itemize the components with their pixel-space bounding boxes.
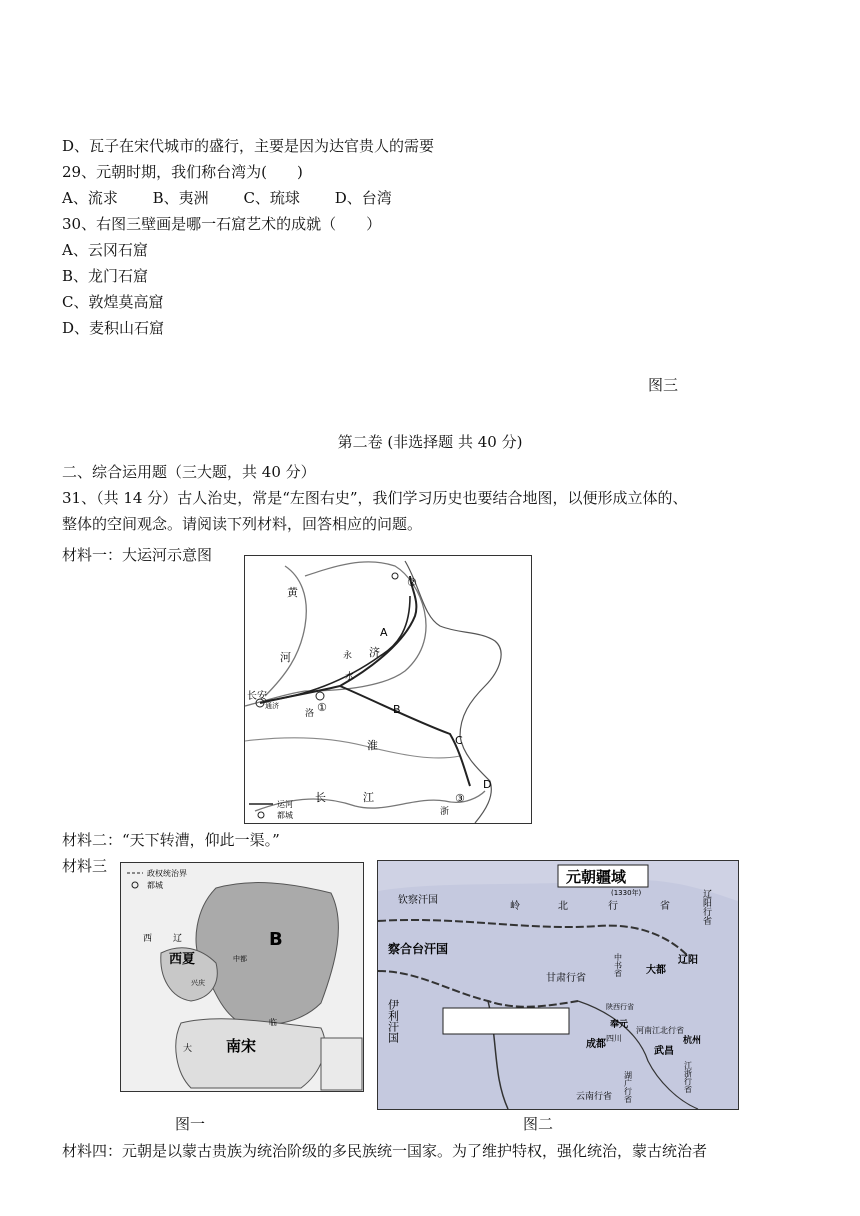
label-c: C — [455, 734, 463, 747]
q30-option-b: B、龙门石窟 — [62, 267, 149, 285]
legend-capital-label: 都城 — [277, 811, 293, 820]
label-dadu: 大都 — [646, 965, 666, 976]
label-huang: 黄 — [287, 586, 298, 599]
fig2-year: (1330年) — [611, 889, 642, 897]
q28-option-d: D、瓦子在宋代城市的盛行，主要是因为达官贵人的需要 — [62, 137, 435, 155]
canal-route — [260, 576, 470, 786]
fig1-map — [120, 862, 364, 1092]
label-shanxi: 陕西行省 — [606, 1003, 634, 1011]
fig1-caption: 图一 — [175, 1115, 206, 1133]
zhuojun-marker — [392, 573, 398, 579]
part2-title: 第二卷 (非选择题 共 40 分) — [337, 433, 523, 451]
q29-option-d: D、台湾 — [334, 189, 392, 207]
grand-canal-map — [244, 555, 532, 824]
label-chagatai: 察合台汗国 — [388, 942, 449, 956]
label-jiangzhe: 江浙行省 — [683, 1061, 693, 1093]
label-nansong: 南宋 — [226, 1037, 257, 1055]
material1-label: 材料一：大运河示意图 — [62, 546, 213, 564]
label-qincha: 钦察汗国 — [398, 895, 438, 906]
section2-header: 二、综合运用题（三大题，共 40 分） — [62, 463, 316, 481]
label-fengyuan: 奉元 — [610, 1020, 629, 1030]
label-hangzhou: 杭州 — [683, 1036, 702, 1046]
label-huguang: 湖广行省 — [623, 1071, 633, 1103]
q31-intro-line2: 整体的空间观念。请阅读下列材料，回答相应的问题。 — [62, 515, 423, 533]
q29-option-b: B、夷洲 — [152, 189, 209, 207]
legend-border-label: 政权统治界 — [147, 869, 187, 878]
yellow-river — [245, 562, 426, 706]
label-chang: 长 — [315, 791, 326, 804]
q30-option-c: C、敦煌莫高窟 — [62, 293, 164, 311]
fig2-map — [377, 860, 739, 1110]
q29-option-a: A、流求 — [62, 189, 118, 207]
answer-blank-box — [443, 1008, 569, 1034]
label-ling: 岭 — [510, 901, 520, 912]
label-xixia: 西夏 — [169, 952, 196, 967]
q30-option-a: A、云冈石窟 — [62, 241, 148, 259]
label-xi: 西 — [143, 934, 153, 944]
label-gansu: 甘肃行省 — [546, 973, 586, 984]
label-da: 大 — [183, 1044, 193, 1054]
fig3-caption: 图三 — [648, 376, 679, 394]
label-liaoyang: 辽阳行省 — [701, 889, 711, 925]
fig2-title: 元朝疆域 — [566, 868, 627, 886]
fig1-inset — [321, 1038, 362, 1090]
legend-canal-label: 运河 — [277, 800, 293, 809]
q29-stem: 29、元朝时期，我们称台湾为( ) — [62, 163, 303, 181]
label-ji: 济 — [369, 646, 380, 659]
legend-capital-label-fig1: 都城 — [147, 881, 163, 890]
label-yong: 永 — [343, 651, 353, 661]
luoyang-capital-marker — [316, 692, 324, 700]
label-huai: 淮 — [367, 739, 378, 752]
label-henan: 河南江北行省 — [636, 1026, 684, 1035]
label-lin: 临 — [269, 1018, 277, 1027]
yongji-canal — [265, 596, 410, 701]
label-a: A — [380, 626, 388, 639]
label-n2: ② — [407, 576, 417, 589]
label-n1: ① — [317, 701, 327, 714]
label-liao: 辽 — [173, 934, 183, 944]
q30-option-d: D、麦积山石窟 — [62, 319, 165, 337]
label-changan: 长安 — [247, 691, 267, 702]
q29-option-c: C、琉球 — [243, 189, 300, 207]
label-chengdu: 成都 — [586, 1039, 606, 1050]
label-xing: 行 — [608, 901, 618, 912]
label-xingqing: 兴庆 — [191, 979, 205, 987]
label-sichuan: 四川 — [606, 1034, 622, 1043]
label-jiang: 江 — [363, 791, 374, 804]
legend-capital-icon — [258, 812, 264, 818]
fig2-caption: 图二 — [523, 1115, 554, 1133]
material4: 材料四：元朝是以蒙古贵族为统治阶级的多民族统一国家。为了维护特权，强化统治，蒙古统治者 — [62, 1142, 708, 1160]
label-zhongshu: 中书省 — [613, 953, 623, 977]
label-liaoyang-city: 辽阳 — [678, 955, 698, 966]
label-he: 河 — [280, 651, 291, 664]
label-wuchang: 武昌 — [654, 1046, 674, 1057]
q29-options — [62, 188, 422, 208]
label-n3: ③ — [455, 792, 465, 805]
label-d: D — [483, 778, 492, 791]
label-tongji: 通济 — [265, 702, 279, 710]
label-yunnan: 云南行省 — [576, 1092, 613, 1102]
label-shui: 水 — [345, 672, 355, 682]
material2: 材料二：“天下转漕，仰此一渠。” — [62, 831, 280, 849]
huai-river — [245, 738, 460, 758]
label-b: B — [393, 703, 401, 716]
q31-intro-line1: 31、（共 14 分）古人治史，常是“左图右史”，我们学习历史也要结合地图，以便形成立体的、 — [62, 489, 688, 507]
label-zhongdu: 中都 — [233, 955, 247, 963]
label-sheng: 省 — [660, 901, 670, 912]
label-yili: 伊利汗国 — [386, 999, 400, 1043]
label-bei: 北 — [558, 901, 568, 912]
label-luo: 洛 — [305, 709, 315, 719]
label-zhe: 浙 — [440, 807, 450, 817]
q30-stem: 30、右图三壁画是哪一石窟艺术的成就（ ） — [62, 215, 382, 233]
material3-label: 材料三 — [62, 857, 108, 875]
label-b-fig1: B — [269, 929, 283, 950]
